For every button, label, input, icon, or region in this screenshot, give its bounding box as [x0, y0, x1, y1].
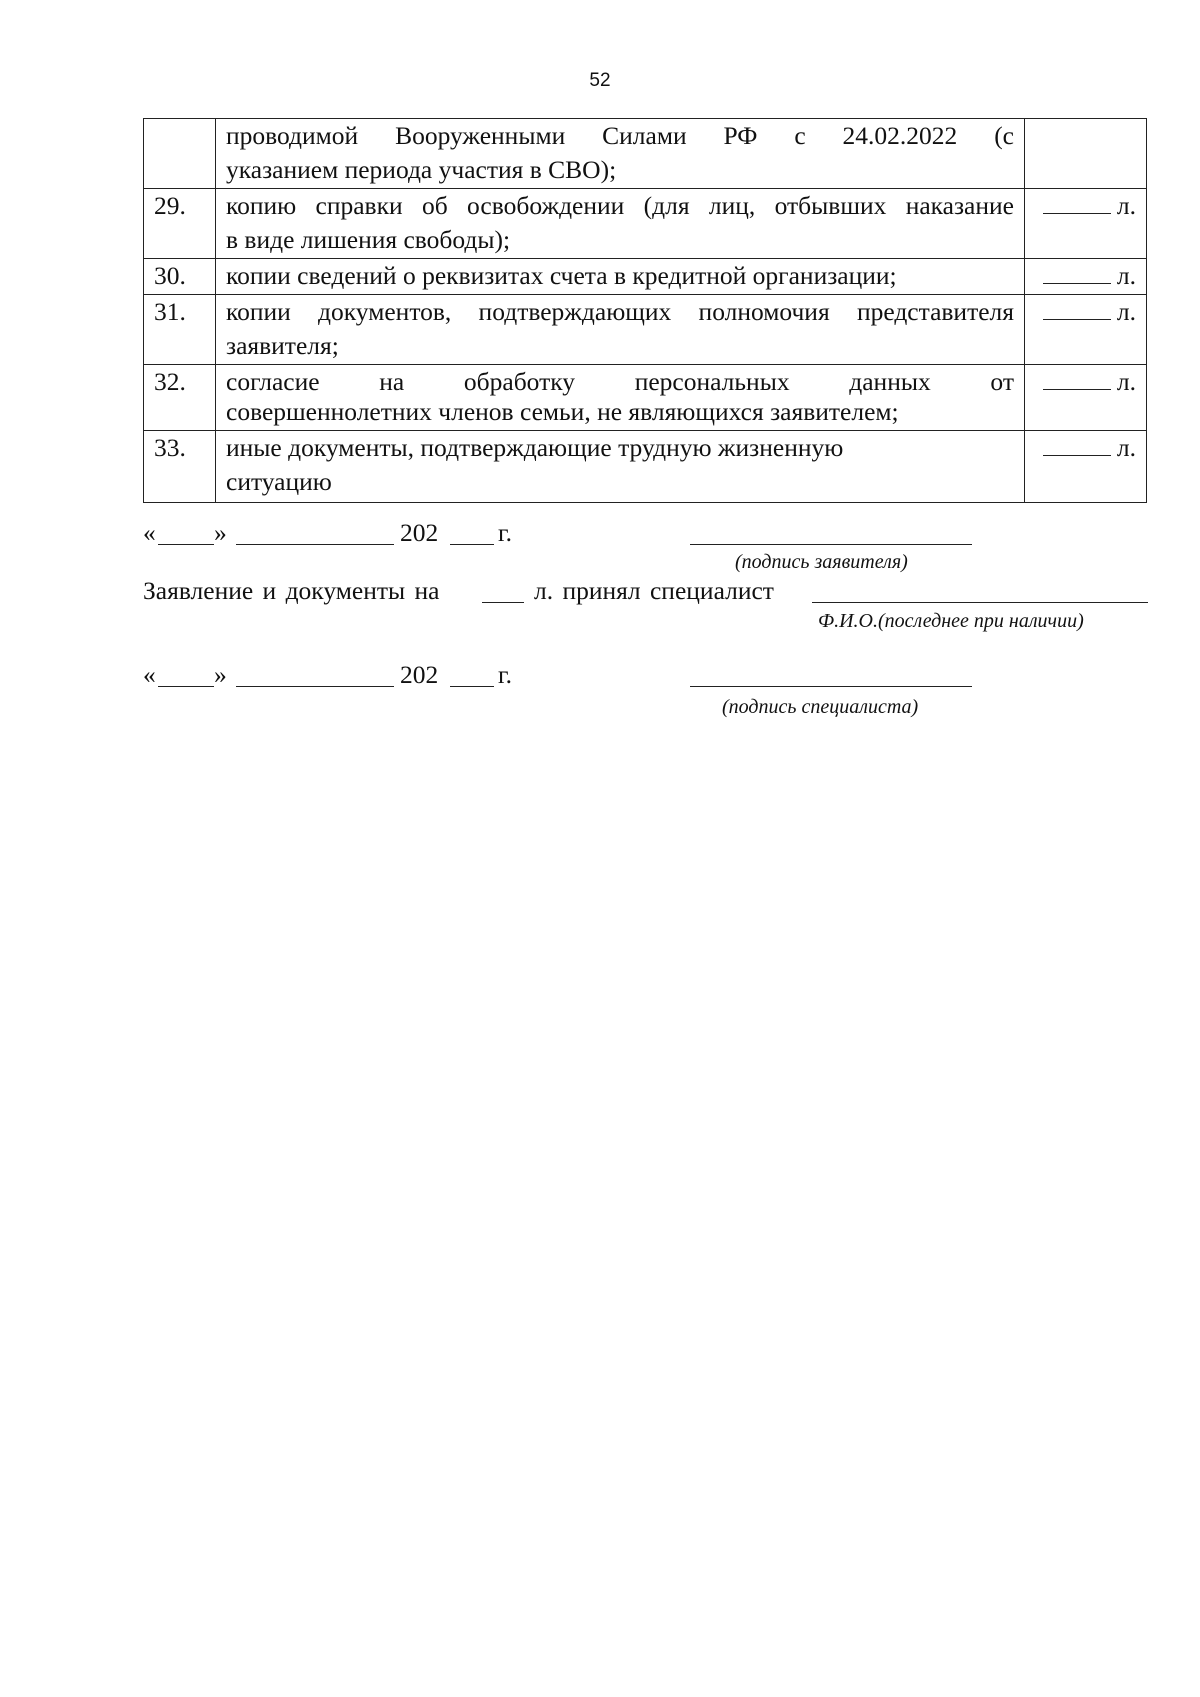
sheets-cell — [1025, 295, 1147, 365]
open-quote: « — [143, 660, 156, 689]
table-row — [144, 365, 1147, 431]
sheets-count-blank[interactable] — [1043, 295, 1111, 320]
row-description-line: совершеннолетних членов семьи, не являющихся заявителем; — [226, 397, 899, 426]
row-number: 33. — [144, 431, 216, 503]
row-number — [144, 119, 216, 189]
table-row — [144, 295, 1147, 365]
specialist-name-line[interactable] — [812, 602, 1148, 603]
received-text-before: Заявление и документы на — [143, 576, 440, 605]
row-number: 29. — [144, 189, 216, 259]
row-description — [216, 365, 1025, 431]
row-number: 30. — [144, 259, 216, 295]
row-description — [216, 119, 1025, 189]
open-quote: « — [143, 518, 156, 547]
applicant-signature-line[interactable] — [690, 544, 972, 545]
month-blank[interactable] — [236, 544, 394, 545]
specialist-signature-caption: (подпись специалиста) — [722, 696, 919, 718]
sheets-cell — [1025, 431, 1147, 503]
row-description-line: в виде лишения свободы); — [226, 225, 511, 254]
sheets-count-blank[interactable] — [1043, 431, 1111, 456]
day-blank[interactable] — [158, 544, 214, 545]
row-description-line: заявителя; — [226, 331, 339, 360]
year-prefix: 202 — [400, 518, 439, 547]
sheets-cell — [1025, 259, 1147, 295]
row-number: 31. — [144, 295, 216, 365]
sheets-label: л. — [1116, 297, 1136, 326]
sheets-count-blank[interactable] — [1043, 259, 1111, 284]
row-description — [216, 431, 1025, 503]
row-description-line: проводимой Вооруженными Силами РФ с 24.02.2022 (с — [226, 121, 1014, 150]
row-description-line: указанием периода участия в СВО); — [226, 155, 617, 184]
row-description-line: ситуацию — [226, 467, 332, 496]
sheets-label: л. — [1116, 433, 1136, 462]
specialist-signature-line[interactable] — [690, 686, 972, 687]
page-number: 52 — [589, 70, 611, 91]
row-description-line: копии документов, подтверждающих полномочия представителя — [226, 297, 1014, 326]
sheets-count-blank[interactable] — [1043, 365, 1111, 390]
sheets-label: л. — [1116, 191, 1136, 220]
documents-table — [143, 118, 1147, 503]
table-row — [144, 431, 1147, 503]
close-quote: » — [214, 660, 227, 689]
table-row — [144, 259, 1147, 295]
sheets-label: л. — [1116, 367, 1136, 396]
year-suffix: г. — [498, 518, 512, 547]
year-prefix: 202 — [400, 660, 439, 689]
year-suffix: г. — [498, 660, 512, 689]
received-sheets-blank[interactable] — [482, 602, 524, 603]
sheets-cell — [1025, 189, 1147, 259]
row-description-line: иные документы, подтверждающие трудную жизненную — [226, 433, 844, 462]
sheets-count-blank[interactable] — [1043, 189, 1111, 214]
row-number: 32. — [144, 365, 216, 431]
year-blank[interactable] — [450, 544, 494, 545]
row-description — [216, 295, 1025, 365]
row-description-line: согласие на обработку персональных данных от — [226, 367, 1014, 396]
sheets-label: л. — [1116, 261, 1136, 290]
sheets-cell — [1025, 119, 1147, 189]
row-description — [216, 189, 1025, 259]
table-row — [144, 189, 1147, 259]
row-description-line: копию справки об освобождении (для лиц, отбывших наказание — [226, 191, 1014, 220]
row-description — [216, 259, 1025, 295]
fio-caption: Ф.И.О.(последнее при наличии) — [818, 610, 1084, 632]
applicant-signature-caption: (подпись заявителя) — [735, 551, 908, 573]
day-blank[interactable] — [158, 686, 214, 687]
sheets-cell — [1025, 365, 1147, 431]
received-text-after: л. принял специалист — [534, 576, 774, 605]
close-quote: » — [214, 518, 227, 547]
row-description-line: копии сведений о реквизитах счета в кредитной организации; — [226, 261, 897, 290]
year-blank[interactable] — [450, 686, 494, 687]
month-blank[interactable] — [236, 686, 394, 687]
table-row — [144, 119, 1147, 189]
